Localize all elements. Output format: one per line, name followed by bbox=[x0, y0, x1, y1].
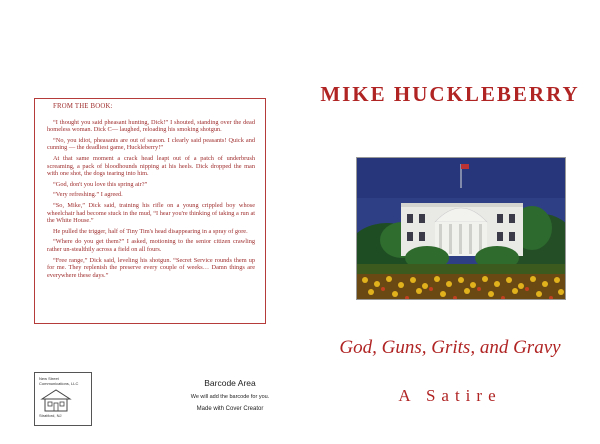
back-cover-excerpt bbox=[34, 98, 266, 324]
publisher-logo bbox=[34, 372, 92, 426]
excerpt-heading: FROM THE BOOK: bbox=[53, 103, 113, 110]
publisher-city: Stratford, NJ bbox=[39, 413, 62, 418]
cover-illustration-white-house bbox=[356, 157, 566, 300]
excerpt-paragraph: “God, don't you love this spring air?” bbox=[53, 180, 148, 188]
barcode-note: We will add the barcode for you. bbox=[190, 394, 270, 400]
white-house-illustration bbox=[357, 158, 566, 300]
author-name: MIKE HUCKLEBERRY bbox=[320, 82, 580, 106]
excerpt-paragraph: He pulled the trigger, half of Tiny Tim's head disappearing in a spray of gore. bbox=[53, 227, 248, 235]
excerpt-paragraph: “No, you idiot, pheasants are out of season. I clearly said peasants! Quick and cunning — the deadliest game, Huckleberry!” bbox=[47, 136, 255, 152]
excerpt-paragraph: “Very refreshing.” I agreed. bbox=[53, 191, 123, 199]
excerpt-paragraph: “Free range,” Dick said, leveling his shotgun. “Secret Service rounds them up for me. They replenish the preserve every couple of weeks… Damn things are everywhere these days.” bbox=[47, 256, 255, 279]
made-with-text: Made with Cover Creator bbox=[196, 406, 264, 412]
house-icon bbox=[39, 388, 73, 412]
excerpt-paragraph: “So, Mike,” Dick said, training his rifle on a young crippled boy whose wheelchair had become stuck in the mud, “I hear you're thinking of taking a run at the White House.” bbox=[47, 201, 255, 225]
excerpt-paragraph: “I thought you said pheasant hunting, Dick!” I shouted, standing over the dead homeless woman. Dick C— laughed, reloading his smoking shotgun. bbox=[47, 118, 255, 134]
excerpt-paragraph: “Where do you get them?” I asked, motioning to the senior citizen crawling rather un-stealthily across a field on all fours. bbox=[47, 238, 255, 253]
excerpt-paragraph: At that same moment a crack head leapt out of a patch of underbrush screaming, a pack of bloodhounds nipping at his heels. Dick dropped the man with one shot, the dogs tearing into him. bbox=[47, 154, 255, 178]
book-subtitle: A Satire bbox=[398, 386, 502, 405]
barcode-title: Barcode Area bbox=[204, 378, 256, 388]
publisher-name: New Street bbox=[39, 376, 59, 381]
book-title: God, Guns, Grits, and Gravy bbox=[339, 337, 561, 358]
barcode-area bbox=[160, 378, 300, 412]
publisher-name-line2: Communications, LLC bbox=[39, 381, 79, 386]
